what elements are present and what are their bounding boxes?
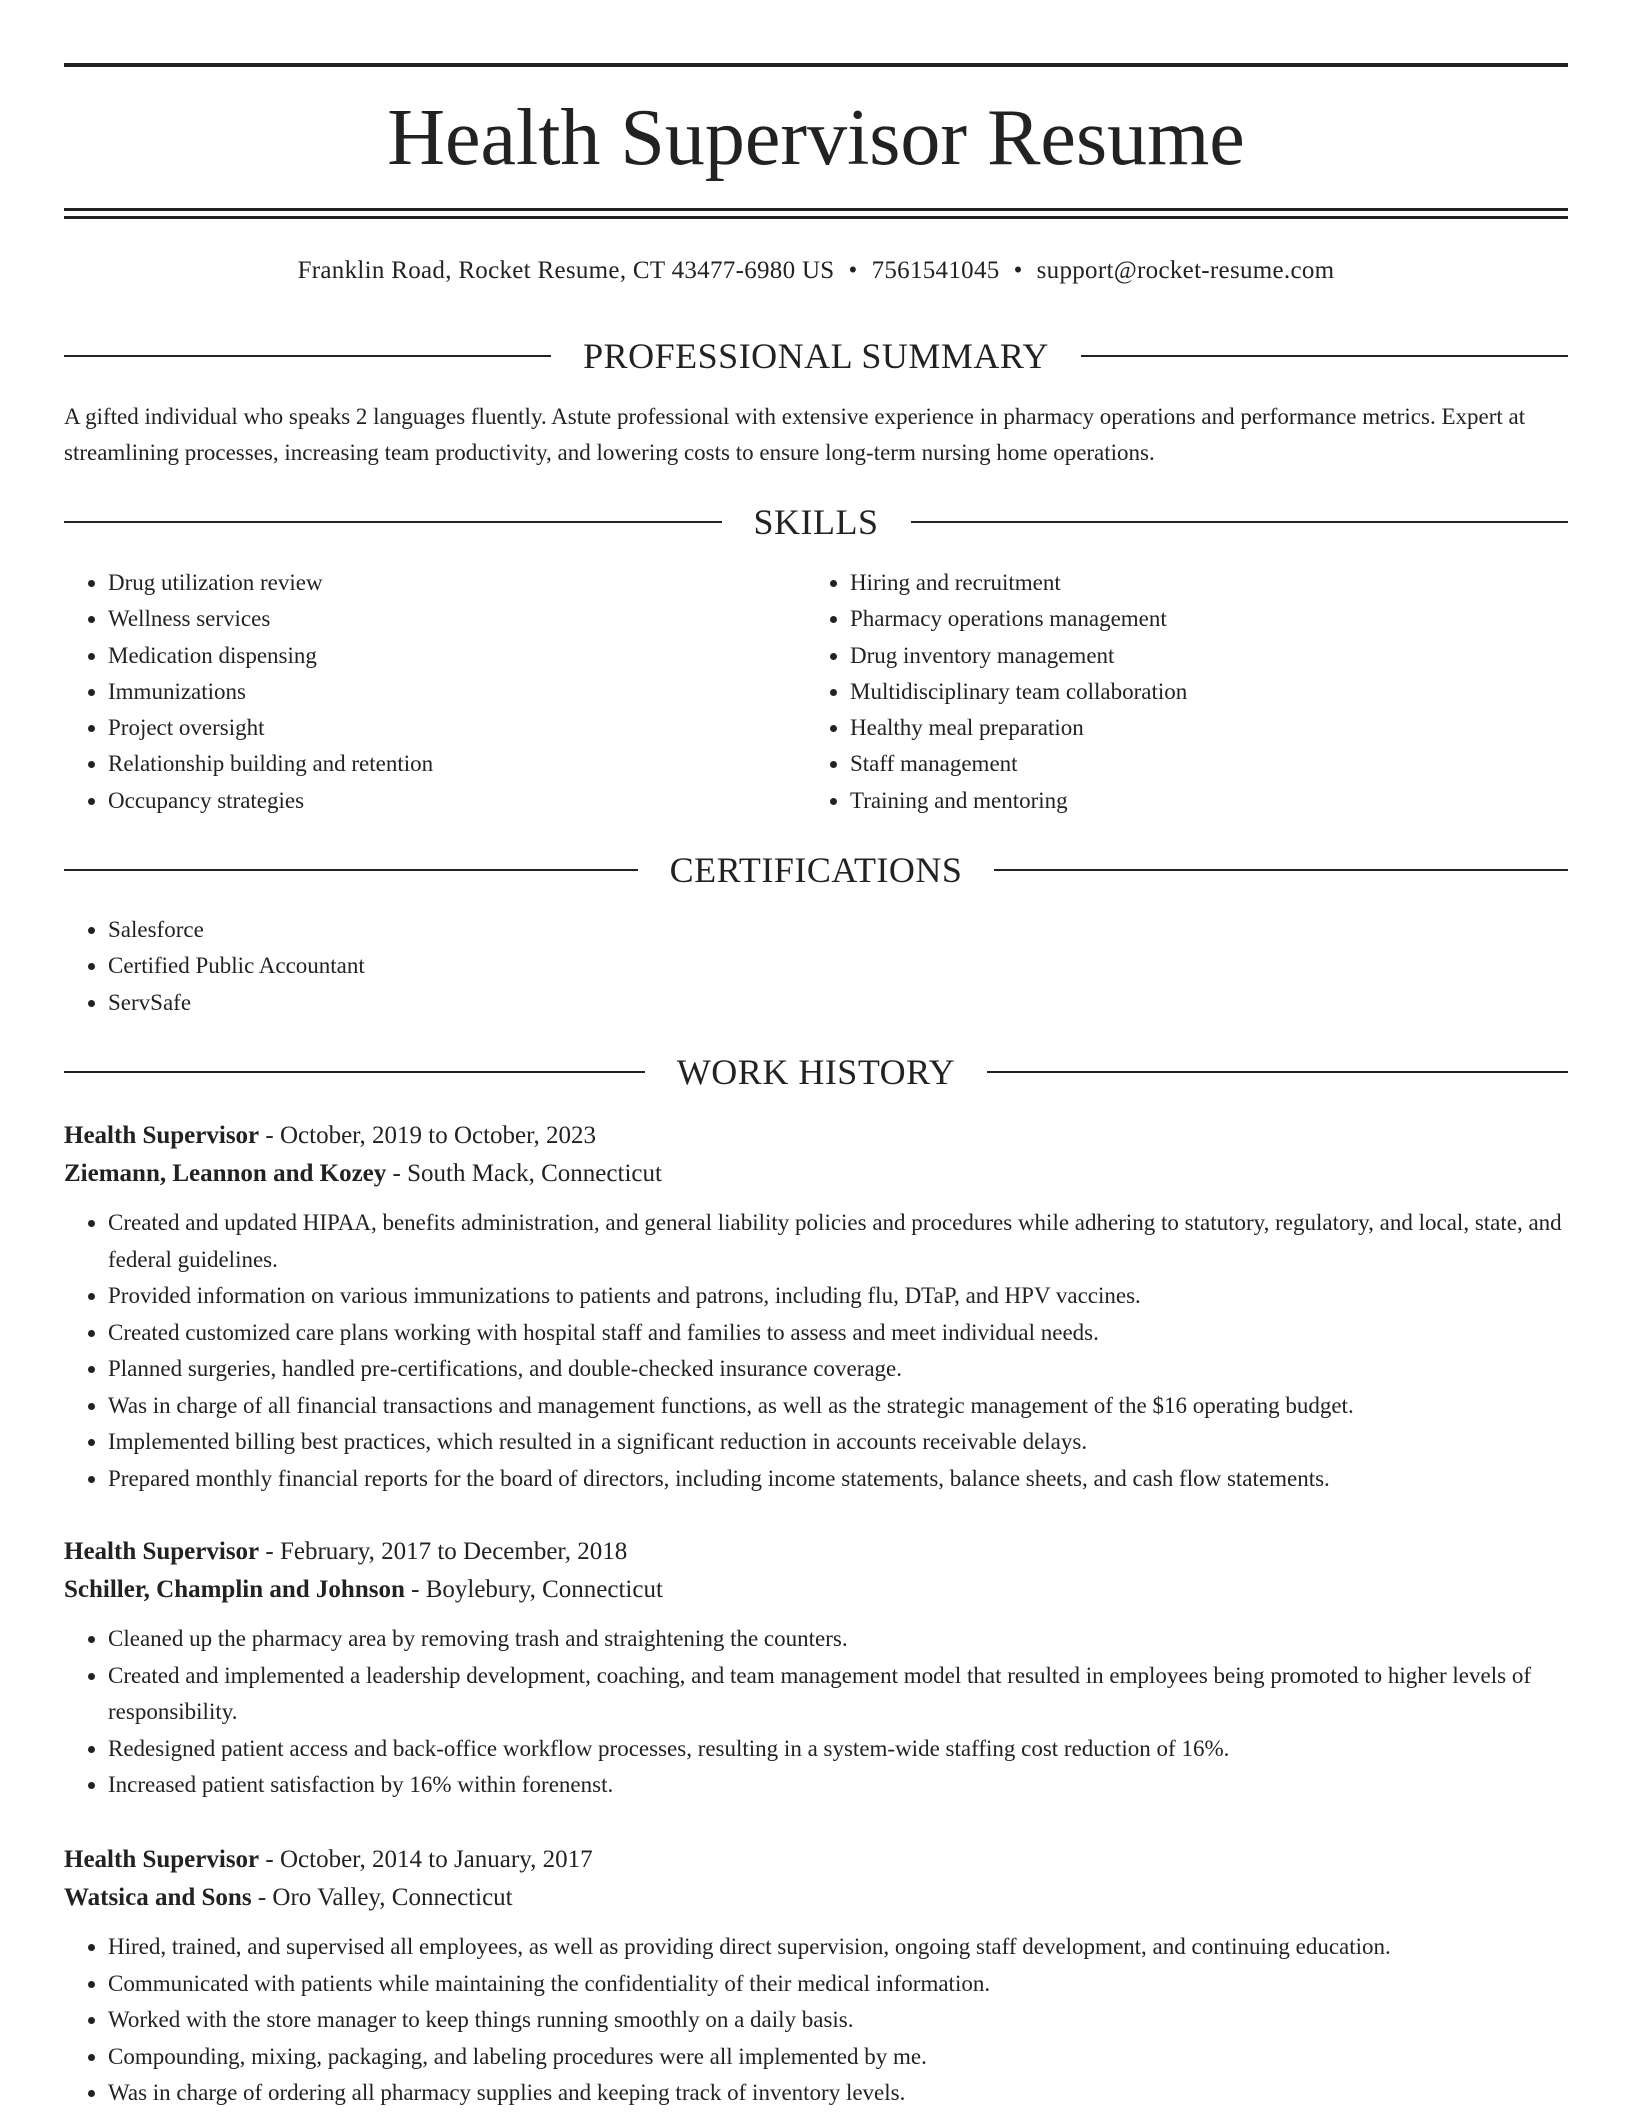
section-heading-summary bbox=[64, 334, 1568, 378]
skill-item: • Occupancy strategies bbox=[108, 783, 804, 819]
skill-item: • Hiring and recruitment bbox=[850, 565, 1566, 601]
section-heading-work-history bbox=[64, 1050, 1568, 1094]
phone: 7561541045 bbox=[871, 257, 1000, 284]
skill-item: • Medication dispensing bbox=[108, 638, 804, 674]
job-entry bbox=[64, 1117, 1568, 1497]
skill-item: • Wellness services bbox=[108, 601, 804, 637]
job-title-line bbox=[64, 1533, 1568, 1571]
double-rule bbox=[64, 208, 1568, 219]
certification-item: • ServSafe bbox=[108, 985, 1564, 1021]
heading-rule bbox=[64, 521, 722, 523]
job-bullet: • Prepared monthly financial reports for the board of directors, including income statements, balance sheets, and cash flow statements. bbox=[108, 1461, 1568, 1498]
job-bullets bbox=[64, 1929, 1568, 2112]
job-bullet: • Created customized care plans working with hospital staff and families to assess and meet individual needs. bbox=[108, 1315, 1568, 1352]
job-bullet: • Provided information on various immunizations to patients and patrons, including flu, DTaP, and HPV vaccines. bbox=[108, 1278, 1568, 1315]
certification-item: • Certified Public Accountant bbox=[108, 948, 1564, 984]
job-bullet: • Increased patient satisfaction by 16% within forenenst. bbox=[108, 1767, 1568, 1804]
job-location: - Boylebury, Connecticut bbox=[404, 1576, 663, 1603]
job-company: Ziemann, Leannon and Kozey bbox=[64, 1160, 387, 1187]
skill-item: • Relationship building and retention bbox=[108, 746, 804, 782]
skill-item: • Pharmacy operations management bbox=[850, 601, 1566, 637]
skills-right-column bbox=[806, 565, 1566, 819]
skill-item: • Drug inventory management bbox=[850, 638, 1566, 674]
job-dates: - February, 2017 to December, 2018 bbox=[259, 1538, 628, 1565]
job-bullet: • Implemented billing best practices, which resulted in a significant reduction in accounts receivable delays. bbox=[108, 1424, 1568, 1461]
job-company-line bbox=[64, 1155, 1568, 1193]
job-role: Health Supervisor bbox=[64, 1846, 260, 1873]
heading-rule bbox=[911, 521, 1569, 523]
section-title: CERTIFICATIONS bbox=[669, 850, 963, 890]
job-title-line bbox=[64, 1841, 1568, 1879]
heading-rule bbox=[1081, 355, 1568, 357]
certifications-block bbox=[64, 912, 1564, 1021]
job-bullet: • Created and updated HIPAA, benefits administration, and general liability policies and procedures while adhering to statutory, regulatory, and local, state, and federal guidelines. bbox=[108, 1205, 1568, 1278]
heading-rule bbox=[64, 355, 551, 357]
job-bullet: • Planned surgeries, handled pre-certifications, and double-checked insurance coverage. bbox=[108, 1351, 1568, 1388]
section-title: WORK HISTORY bbox=[676, 1052, 956, 1092]
section-heading-skills bbox=[64, 500, 1568, 544]
job-role: Health Supervisor bbox=[64, 1122, 260, 1149]
job-bullet: • Worked with the store manager to keep things running smoothly on a daily basis. bbox=[108, 2002, 1568, 2039]
heading-rule bbox=[64, 1071, 645, 1073]
job-entry bbox=[64, 1841, 1568, 2112]
resume-title: Health Supervisor Resume bbox=[387, 94, 1245, 182]
job-bullet: • Redesigned patient access and back-office workflow processes, resulting in a system-wide staffing cost reduction of 16%. bbox=[108, 1731, 1568, 1768]
contact-separator: • bbox=[848, 257, 858, 284]
skill-item: • Drug utilization review bbox=[108, 565, 804, 601]
skill-item: • Multidisciplinary team collaboration bbox=[850, 674, 1566, 710]
job-location: - South Mack, Connecticut bbox=[386, 1160, 662, 1187]
certifications-list bbox=[64, 912, 1564, 1021]
job-bullet: • Was in charge of ordering all pharmacy supplies and keeping track of inventory levels. bbox=[108, 2075, 1568, 2112]
skill-item: • Immunizations bbox=[108, 674, 804, 710]
skills-list bbox=[806, 565, 1566, 819]
job-entry bbox=[64, 1533, 1568, 1804]
contact-line bbox=[64, 254, 1568, 288]
skill-item: • Training and mentoring bbox=[850, 783, 1566, 819]
job-company-line bbox=[64, 1879, 1568, 1917]
certification-item: • Salesforce bbox=[108, 912, 1564, 948]
job-bullet: • Was in charge of all financial transactions and management functions, as well as the strategic management of the $16 operating budget. bbox=[108, 1388, 1568, 1425]
job-bullet: • Cleaned up the pharmacy area by removing trash and straightening the counters. bbox=[108, 1621, 1568, 1658]
job-title-line bbox=[64, 1117, 1568, 1155]
job-company-line bbox=[64, 1571, 1568, 1609]
job-company: Watsica and Sons bbox=[64, 1884, 252, 1911]
contact-separator: • bbox=[1013, 257, 1023, 284]
skill-item: • Healthy meal preparation bbox=[850, 710, 1566, 746]
heading-rule bbox=[994, 869, 1568, 871]
email: support@rocket-resume.com bbox=[1036, 257, 1335, 284]
skill-item: • Project oversight bbox=[108, 710, 804, 746]
job-bullets bbox=[64, 1621, 1568, 1804]
top-rule bbox=[64, 63, 1568, 67]
heading-rule bbox=[64, 869, 638, 871]
job-company: Schiller, Champlin and Johnson bbox=[64, 1576, 405, 1603]
job-dates: - October, 2019 to October, 2023 bbox=[259, 1122, 596, 1149]
section-title: SKILLS bbox=[753, 502, 879, 542]
job-bullets bbox=[64, 1205, 1568, 1497]
job-location: - Oro Valley, Connecticut bbox=[251, 1884, 513, 1911]
skills-left-column bbox=[64, 565, 804, 819]
job-role: Health Supervisor bbox=[64, 1538, 260, 1565]
skills-list bbox=[64, 565, 804, 819]
skill-item: • Staff management bbox=[850, 746, 1566, 782]
job-bullet: • Communicated with patients while maintaining the confidentiality of their medical information. bbox=[108, 1966, 1568, 2003]
address: Franklin Road, Rocket Resume, CT 43477-6980 US bbox=[297, 257, 835, 284]
job-bullet: • Created and implemented a leadership development, coaching, and team management model that resulted in employees being promoted to higher levels of responsibility. bbox=[108, 1658, 1568, 1731]
summary-text: A gifted individual who speaks 2 languages fluently. Astute professional with extensive experience in pharmacy operations and performance metrics. Expert at streamlining processes, increasing team productivity, and lowering costs to ensure long-term nursing home operations. bbox=[64, 404, 1526, 465]
heading-rule bbox=[987, 1071, 1568, 1073]
job-bullet: • Compounding, mixing, packaging, and labeling procedures were all implemented by me. bbox=[108, 2039, 1568, 2076]
section-title: PROFESSIONAL SUMMARY bbox=[583, 336, 1049, 376]
job-bullet: • Hired, trained, and supervised all employees, as well as providing direct supervision, ongoing staff development, and continuing education. bbox=[108, 1929, 1568, 1966]
job-dates: - October, 2014 to January, 2017 bbox=[259, 1846, 593, 1873]
section-heading-certifications bbox=[64, 848, 1568, 892]
